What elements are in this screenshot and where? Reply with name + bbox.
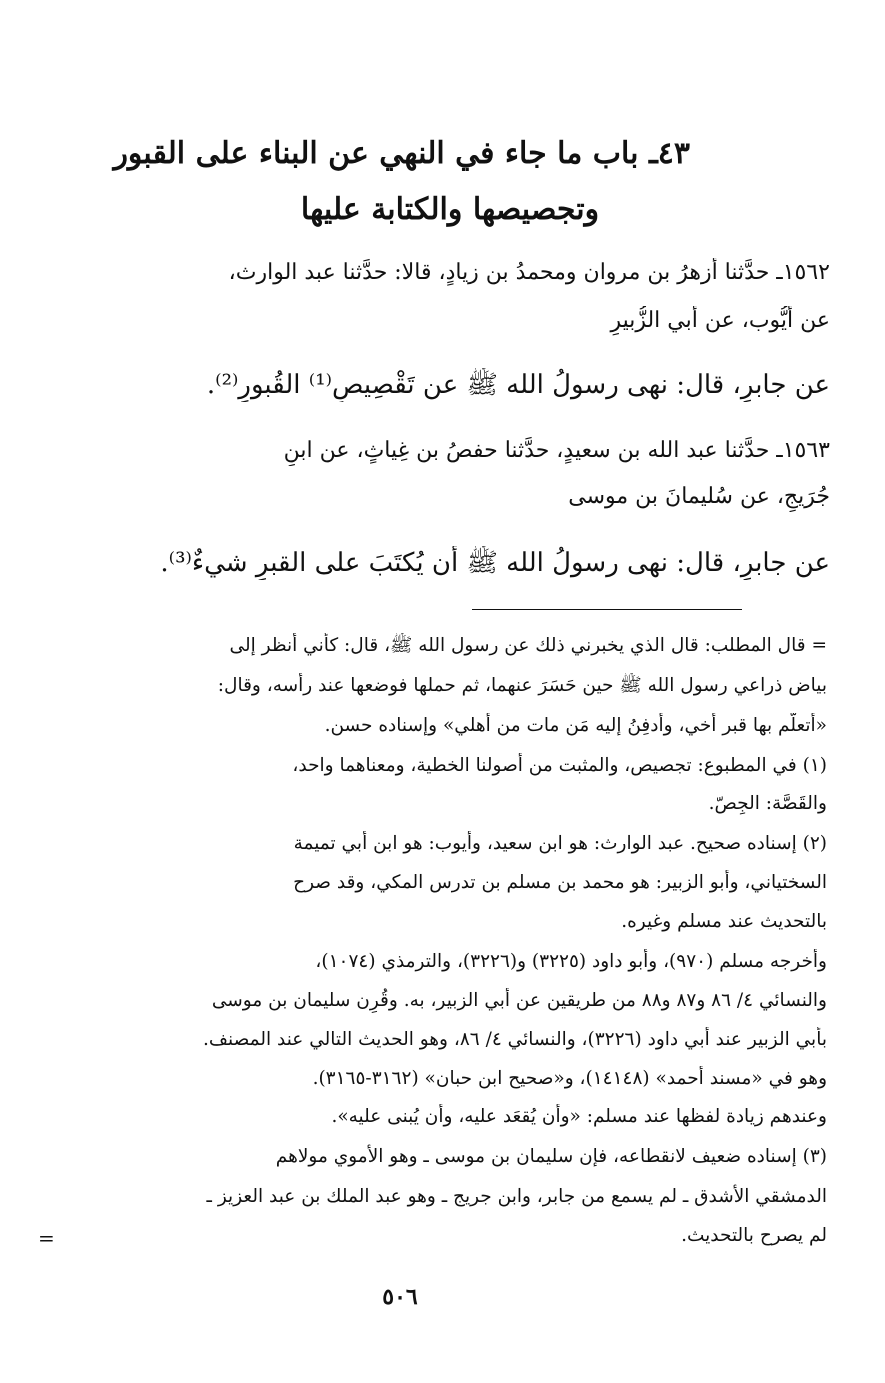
footnote-2-line4: وأخرجه مسلم (٩٧٠)، وأبو داود (٣٢٢٥) و(٣٢٢٦)، والترمذي (١٠٧٤)، <box>315 951 827 972</box>
footnote-3-line1: (٣) إسناده ضعيف لانقطاعه، فإن سليمان بن موسى ـ وهو الأموي مولاهم <box>275 1146 827 1167</box>
footnote-continuation-line1: = قال المطلب: قال الذي يخبرني ذلك عن رسول الله ﷺ، قال: كأني أنظر إلى <box>229 635 827 656</box>
footnote-2-line5: والنسائي ٤/ ٨٦ و٨٧ و٨٨ من طريقين عن أبي الزبير، به. وقُرِن سليمان بن موسى <box>211 990 827 1011</box>
footnote-separator <box>472 609 742 610</box>
footnote-2-line1: (٢) إسناده صحيح. عبد الوارث: هو ابن سعيد، وأيوب: هو ابن أبي تميمة <box>293 833 827 854</box>
hadith-1562-isnad-line1: ١٥٦٢ـ حدَّثنا أزهرُ بن مروان ومحمدُ بن زيادٍ، قالا: حدَّثنا عبد الوارث، <box>228 260 830 285</box>
footnote-3-line2: الدمشقي الأشدق ـ لم يسمع من جابر، وابن جريج ـ وهو عبد الملك بن عبد العزيز ـ <box>206 1186 827 1207</box>
continues-mark: = <box>38 1226 55 1250</box>
hadith-1562-isnad-line2: عن أيُّوب، عن أبي الزُّبيرِ <box>610 308 830 333</box>
chapter-heading-line1: ٤٣ـ باب ما جاء في النهي عن البناء على القبور <box>113 136 690 171</box>
footnote-2-line6: بأبي الزبير عند أبي داود (٣٢٢٦)، والنسائي ٤/ ٨٦، وهو الحديث التالي عند المصنف. <box>202 1029 827 1050</box>
footnote-continuation-line3: «أتعلَّم بها قبر أخي، وأَدفِنُ إليه مَن مات من أهلي» وإسناده حسن. <box>324 715 827 736</box>
footnote-3-line3: لم يصرح بالتحديث. <box>681 1225 827 1246</box>
footnote-1-line1: (١) في المطبوع: تجصيص، والمثبت من أصولنا الخطية، ومعناهما واحد، <box>292 755 827 776</box>
footnote-2-line2: السختياني، وأبو الزبير: هو محمد بن مسلم بن تدرس المكي، وقد صرح <box>293 872 827 893</box>
footnote-2-line3: بالتحديث عند مسلم وغيره. <box>621 911 827 932</box>
hadith-1563-isnad-line2: جُرَيجٍ، عن سُليمانَ بن موسى <box>568 484 830 509</box>
footnote-2-line7: وهو في «مسند أحمد» (١٤١٤٨)، و«صحيح ابن حبان» (٣١٦٢-٣١٦٥). <box>312 1068 827 1089</box>
footnote-continuation-line2: بياض ذراعي رسول الله ﷺ حين حَسَرَ عنهما، ثم حملها فوضعها عند رأسه، وقال: <box>217 675 827 696</box>
footnote-2-line8: وعندهم زيادة لفظها عند مسلم: «وأن يُقعَد عليه، وأن يُبنى عليه». <box>331 1106 827 1127</box>
hadith-1562-matn: عن جابرٍ، قال: نهى رسولُ الله ﷺ عن تَقْصِيصِ⁽¹⁾ القُبورِ⁽²⁾. <box>206 370 830 400</box>
chapter-heading-line2: وتجصيصها والكتابة عليها <box>300 192 600 227</box>
hadith-1563-isnad-line1: ١٥٦٣ـ حدَّثنا عبد الله بن سعيدٍ، حدَّثنا حفصُ بن غِياثٍ، عن ابنِ <box>283 438 830 463</box>
page-number: ٥٠٦ <box>382 1284 418 1310</box>
hadith-1563-matn: عن جابرٍ، قال: نهى رسولُ الله ﷺ أن يُكتَبَ على القبرِ شيءٌ⁽³⁾. <box>160 548 830 578</box>
footnote-1-line2: والقَصَّة: الجِصّ. <box>708 793 827 814</box>
